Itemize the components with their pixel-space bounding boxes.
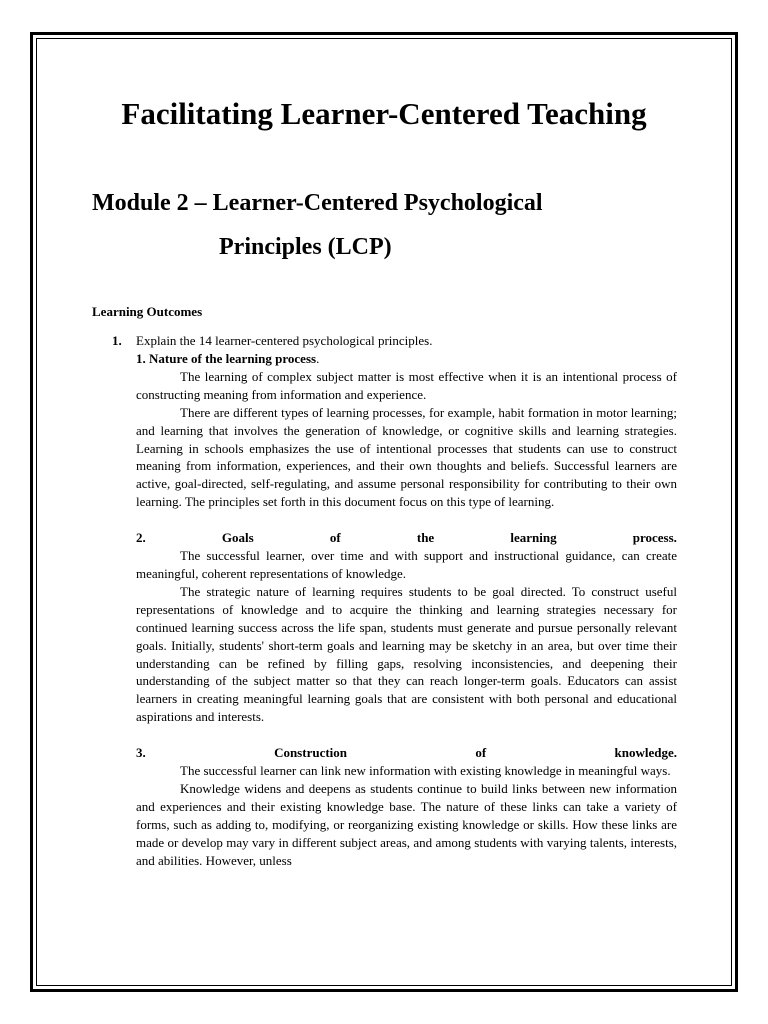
section-2 (136, 529, 677, 726)
section-3-paragraph: Knowledge widens and deepens as students continue to build links between new information and experiences and their existing knowledge base. The nature of these links can take a variety of forms, such as adding to, modifying, or reorganizing existing knowledge or skills. How these links are made or develop may vary in different subject areas, and among students with varying talents, interests, and abilities. However, unless (136, 780, 677, 868)
heading-word: 3. (136, 745, 146, 761)
heading-word: knowledge. (614, 745, 677, 761)
document-title: Facilitating Learner-Centered Teaching (121, 96, 647, 131)
heading-word: learning (510, 530, 557, 546)
outcome-text: Explain the 14 learner-centered psychological principles. (136, 333, 433, 348)
section-2-paragraph: The strategic nature of learning requires students to be goal directed. To construct useful representations of knowledge and to acquire the thinking and learning strategies necessary for continued learning success across the life span, students must generate and pursue personally relevant goals. Initially, students' short-term goals and learning may be sketchy in an area, but over time their understanding can be refined by filling gaps, resolving inconsistencies, and deepening their understanding of the subject matter so that they can reach longer-term goals. Educators can assist learners in creating meaningful learning goals that are consistent with both personal and educational aspirations and interests. (136, 583, 677, 725)
heading-word: 2. (136, 530, 146, 546)
section-3-heading (136, 744, 677, 762)
section-2-heading (136, 529, 677, 547)
heading-word: Goals (221, 530, 254, 546)
section-3 (136, 744, 677, 869)
section-1-heading-suffix: . (316, 351, 320, 366)
spacer (136, 511, 677, 529)
heading-word: process. (632, 530, 677, 546)
document-body (136, 350, 677, 869)
outcome-number: 1. (112, 333, 122, 348)
module-title-line1: Module 2 – Learner-Centered Psychological (92, 190, 543, 216)
section-1-heading-text: 1. Nature of the learning process (136, 351, 317, 366)
section-1-paragraph: There are different types of learning processes, for example, habit formation in motor learning; and learning that involves the generation of knowledge, or cognitive skills and learning strategies. Learning in schools emphasizes the use of intentional processes that students can use to construct meaning from information, experiences, and their own thoughts and beliefs. Successful learners are active, goal-directed, self-regulating, and assume personal responsibility for contributing to their own learning. The principles set forth in this document focus on this type of learning. (136, 404, 677, 510)
spacer (136, 726, 677, 744)
heading-word: of (475, 745, 487, 761)
section-1-paragraph: The learning of complex subject matter is most effective when it is an intentional process of constructing meaning from information and experience. (136, 368, 677, 402)
section-1 (136, 350, 677, 511)
section-2-paragraph: The successful learner, over time and with support and instructional guidance, can create meaningful, coherent representations of knowledge. (136, 548, 677, 581)
module-title-line2: Principles (LCP) (219, 234, 392, 260)
section-3-paragraph: The successful learner can link new information with existing knowledge in meaningful ways. (180, 763, 671, 779)
heading-word: Construction (274, 745, 348, 761)
section-1-heading (136, 350, 677, 368)
heading-word: the (416, 530, 435, 546)
heading-word: of (329, 530, 341, 546)
learning-outcomes-heading: Learning Outcomes (92, 304, 203, 319)
